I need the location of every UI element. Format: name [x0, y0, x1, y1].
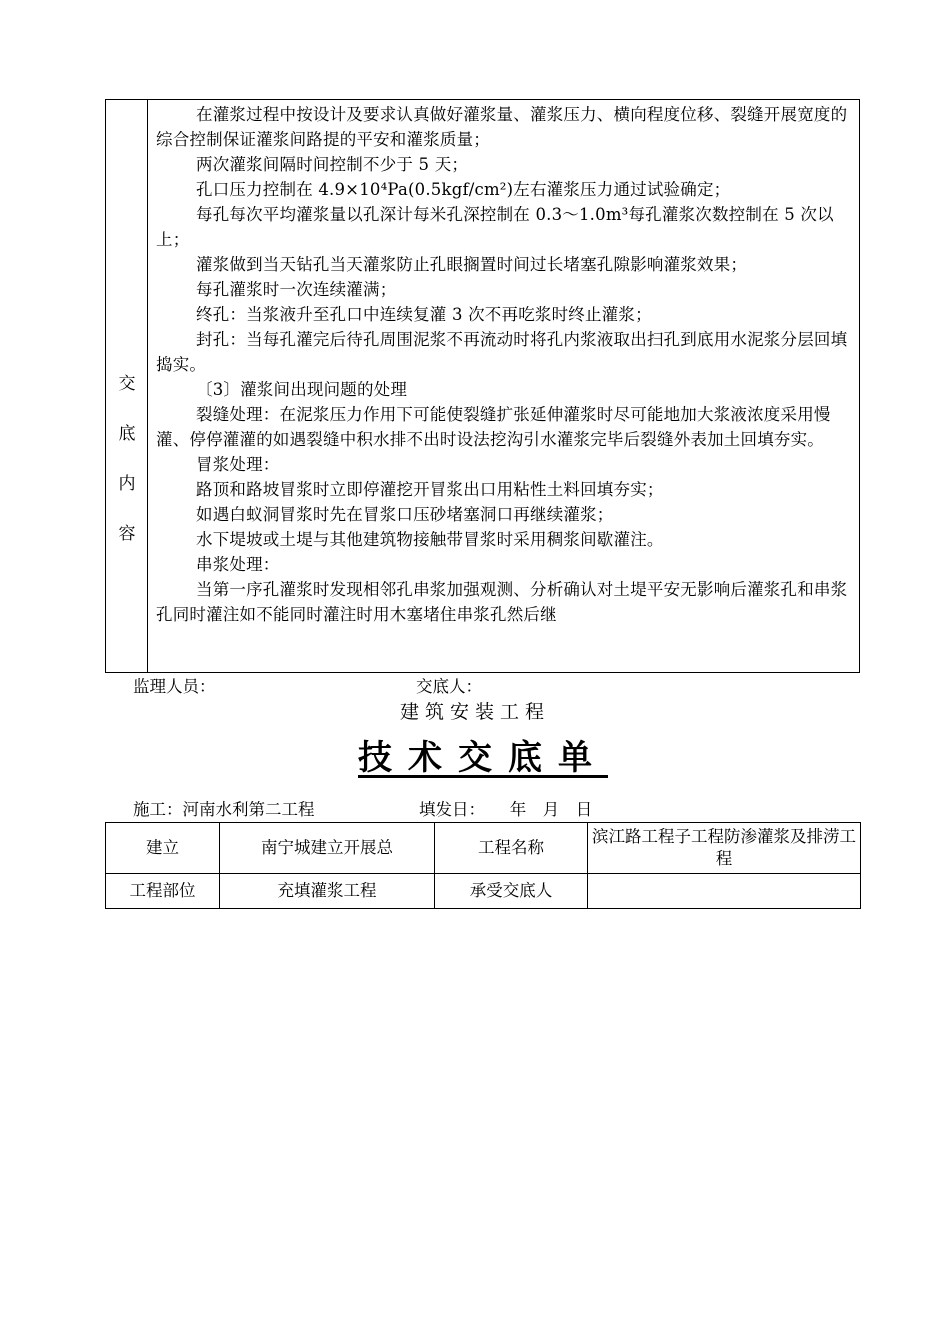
content-paragraph: 两次灌浆间隔时间控制不少于 5 天；: [196, 155, 469, 174]
content-paragraph: 孔口压力控制在 4.9×10⁴Pa(0.5kgf/cm²)左右灌浆压力通过试验确定；: [196, 180, 731, 199]
side-label-column: [106, 100, 148, 672]
content-paragraph: 在灌浆过程中按设计及要求认真做好灌浆量、灌浆压力、横向程度位移、裂缝开展宽度的综合控制保证灌浆间路提的平安和灌浆质量；: [156, 105, 848, 149]
content-paragraph: 灌浆做到当天钻孔当天灌浆防止孔眼搁置时间过长堵塞孔隙影响灌浆效果；: [196, 255, 748, 274]
table-cell: 工程名称: [435, 823, 588, 874]
content-paragraph: 每孔每次平均灌浆量以孔深计每米孔深控制在 0.3～1.0m³每孔灌浆次数控制在 5 次以上；: [156, 205, 834, 249]
disclosure-content-text: [156, 102, 856, 627]
presenter-label: 交底人：: [416, 677, 482, 696]
side-label-char: 容: [118, 524, 136, 544]
supervisor-label: 监理人员：: [133, 677, 216, 696]
content-paragraph: 〔3〕灌浆间出现问题的处理: [196, 380, 408, 399]
construction-unit-label: 施工：河南水利第二工程: [133, 800, 315, 819]
document-title-wrap: [0, 730, 950, 779]
content-paragraph: 当第一序孔灌浆时发现相邻孔串浆加强观测、分析确认对土堤平安无影响后灌浆孔和串浆孔同时灌注如不能同时灌注时用木塞堵住串浆孔然后继: [156, 580, 848, 624]
content-paragraph: 路顶和路坡冒浆时立即停灌挖开冒浆出口用粘性土料回填夯实；: [196, 480, 664, 499]
table-row: [106, 874, 861, 909]
document-subtitle: 建筑安装工程: [399, 701, 550, 723]
content-paragraph: 裂缝处理：在泥浆压力作用下可能使裂缝扩张延伸灌浆时尽可能地加大浆液浓度采用慢灌、停停灌灌的如遇裂缝中积水排不出时设法挖沟引水灌浆完毕后裂缝外表加土回填夯实。: [156, 405, 831, 449]
table-cell: 充填灌浆工程: [220, 874, 435, 909]
table-cell: 承受交底人: [435, 874, 588, 909]
content-paragraph: 水下堤坡或土堤与其他建筑物接触带冒浆时采用稠浆间歇灌注。: [196, 530, 664, 549]
table-cell: 建立: [106, 823, 220, 874]
table-cell: [588, 874, 861, 909]
table-cell: 工程部位: [106, 874, 220, 909]
table-cell: 滨江路工程子工程防渗灌浆及排涝工程: [588, 823, 861, 874]
side-label-char: 底: [118, 424, 136, 444]
document-title: 技术交底单: [358, 738, 608, 778]
side-label-char: 内: [118, 474, 136, 494]
table-row: [106, 823, 861, 874]
content-paragraph: 终孔：当浆液升至孔口中连续复灌 3 次不再吃浆时终止灌浆；: [196, 305, 652, 324]
disclosure-content-table: [105, 99, 860, 673]
table-cell: 南宁城建立开展总: [220, 823, 435, 874]
content-paragraph: 封孔：当每孔灌完后待孔周围泥浆不再流动时将孔内浆液取出扫孔到底用水泥浆分层回填捣实。: [156, 330, 848, 374]
issue-date-label: 填发日： 年 月 日: [419, 800, 593, 819]
project-info-table: [105, 822, 861, 909]
content-paragraph: 每孔灌浆时一次连续灌满；: [196, 280, 397, 299]
content-paragraph: 如遇白蚁洞冒浆时先在冒浆口压砂堵塞洞口再继续灌浆；: [196, 505, 614, 524]
side-label-char: 交: [118, 374, 136, 394]
content-paragraph: 冒浆处理：: [196, 455, 280, 474]
content-paragraph: 串浆处理：: [196, 555, 280, 574]
